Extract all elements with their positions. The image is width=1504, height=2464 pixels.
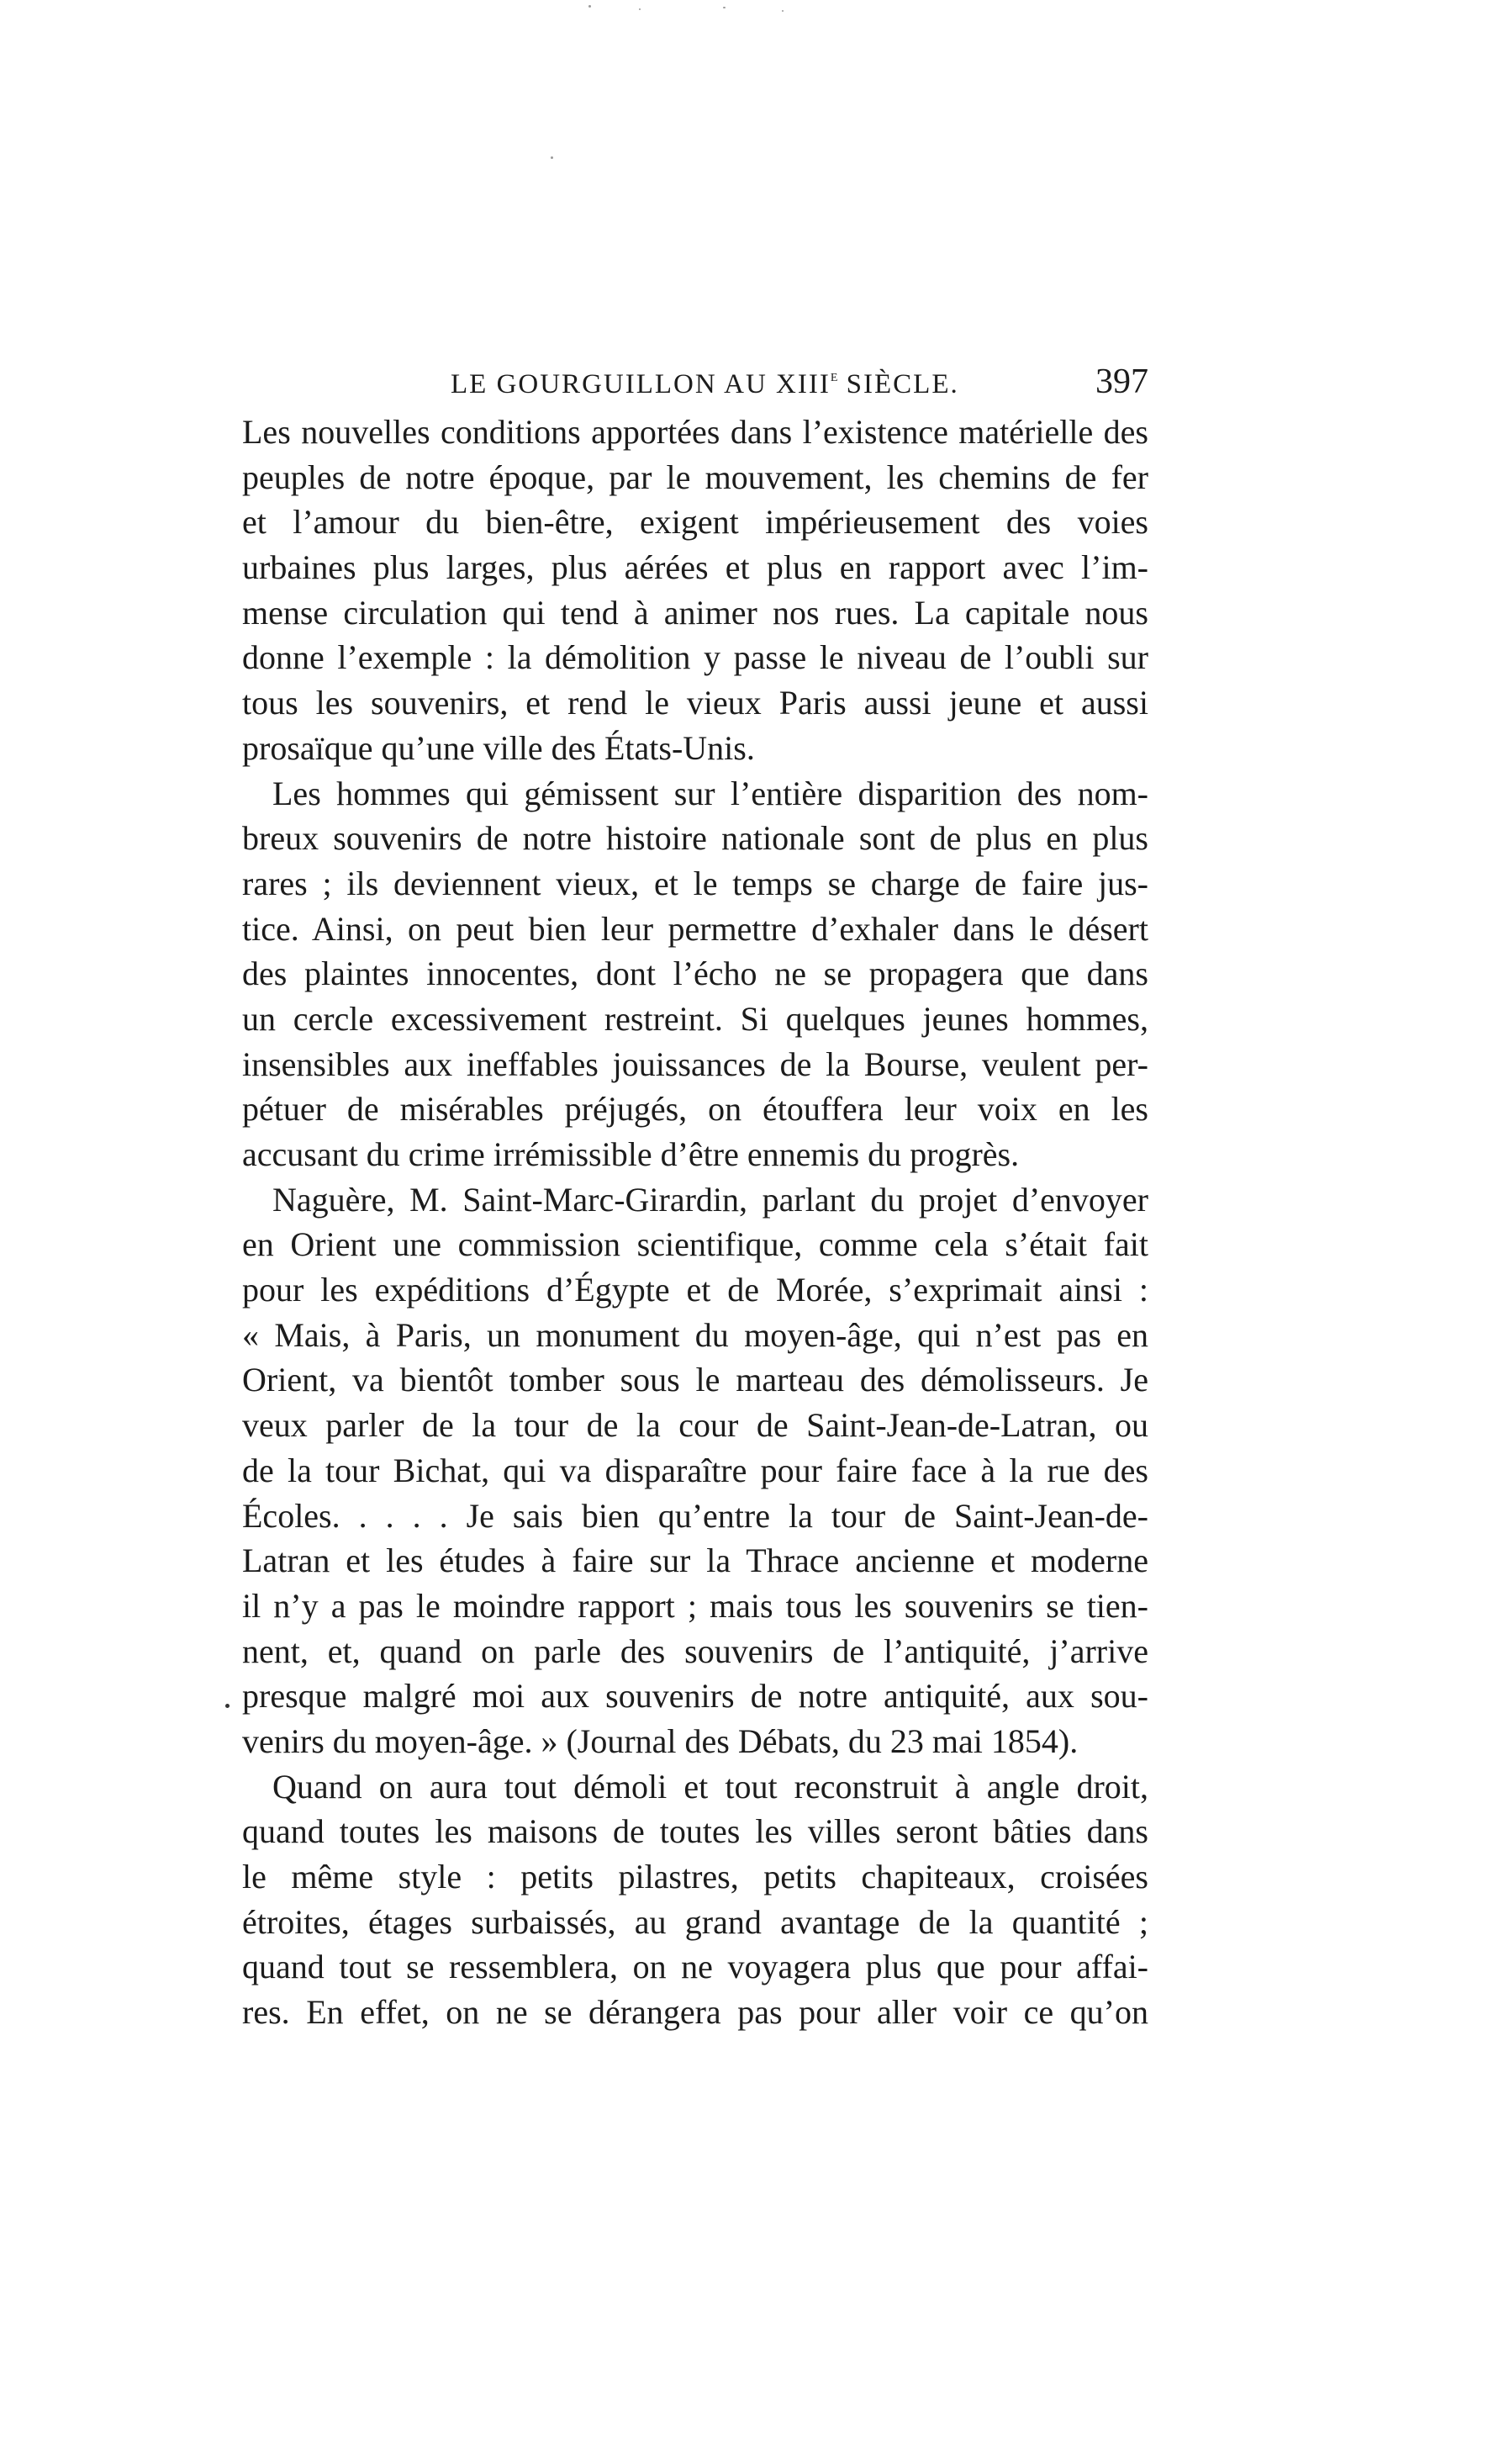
text-line: Écoles. . . . . Je sais bien qu’entre la tour de Saint-Jean-de- <box>242 1496 1148 1535</box>
text-line: Orient, va bientôt tomber sous le marteau des démolisseurs. Je <box>242 1361 1148 1399</box>
text-line: tous les souvenirs, et rend le vieux Paris aussi jeune et aussi <box>242 684 1148 722</box>
running-title <box>451 367 959 400</box>
text-line: tice. Ainsi, on peut bien leur permettre d’exhaler dans le désert <box>242 909 1148 948</box>
text-line: venirs du moyen-âge. » (Journal des Débats, du 23 mai 1854). <box>242 1721 1079 1760</box>
text-line: peuples de notre époque, par le mouvement, les chemins de fer <box>242 457 1148 496</box>
text-line: insensibles aux ineffables jouissances de la Bourse, veulent per- <box>242 1044 1148 1083</box>
text-line: Naguère, M. Saint-Marc-Girardin, parlant du projet d’envoyer <box>272 1180 1148 1219</box>
text-line: quand tout se ressemblera, on ne voyagera plus que pour affai- <box>242 1948 1148 1986</box>
text-line: presque malgré moi aux souvenirs de notre antiquité, aux sou- <box>242 1677 1148 1716</box>
text-line: un cercle excessivement restreint. Si quelques jeunes hommes, <box>242 999 1148 1038</box>
text-line: « Mais, à Paris, un monument du moyen-âge, qui n’est pas en <box>242 1315 1148 1354</box>
text-line: rares ; ils deviennent vieux, et le temps se charge de faire jus- <box>242 864 1148 902</box>
text-line: étroites, étages surbaissés, au grand avantage de la quantité ; <box>242 1902 1148 1941</box>
scan-speck <box>588 5 591 8</box>
text-line: il n’y a pas le moindre rapport ; mais tous les souvenirs se tien- <box>242 1586 1148 1625</box>
text-line: pour les expéditions d’Égypte et de Morée, s’exprimait ainsi : <box>242 1271 1148 1309</box>
running-title-main: LE GOURGUILLON AU XIII <box>451 369 831 399</box>
text-line: Les nouvelles conditions apportées dans l’existence matérielle des <box>242 413 1148 451</box>
text-line: breux souvenirs de notre histoire nationale sont de plus en plus <box>242 819 1148 858</box>
text-line: donne l’exemple : la démolition y passe le niveau de l’oubli sur <box>242 638 1148 677</box>
text-line: et l’amour du bien-être, exigent impérieusement des voies <box>242 503 1148 542</box>
text-line: urbaines plus larges, plus aérées et plus en rapport avec l’im- <box>242 548 1148 587</box>
page-number: 397 <box>1095 362 1148 401</box>
text-line: de la tour Bichat, qui va disparaître pour faire face à la rue des <box>242 1451 1148 1489</box>
text-line: quand toutes les maisons de toutes les villes seront bâties dans <box>242 1812 1148 1851</box>
text-line: veux parler de la tour de la cour de Saint-Jean-de-Latran, ou <box>242 1406 1148 1445</box>
text-line: prosaïque qu’une ville des États-Unis. <box>242 728 755 767</box>
running-title-end: SIÈCLE. <box>837 369 959 399</box>
text-line: le même style : petits pilastres, petits chapiteaux, croisées <box>242 1858 1148 1896</box>
text-line: Latran et les études à faire sur la Thrace ancienne et moderne <box>242 1541 1148 1580</box>
scan-speck <box>639 8 641 10</box>
text-line: en Orient une commission scientifique, comme cela s’était fait <box>242 1225 1148 1264</box>
text-line: Les hommes qui gémissent sur l’entière disparition des nom- <box>272 774 1148 812</box>
text-line: nent, et, quand on parle des souvenirs de l’antiquité, j’arrive <box>242 1631 1148 1670</box>
scan-speck <box>782 10 784 12</box>
text-line: res. En effet, on ne se dérangera pas pour aller voir ce qu’on <box>242 1993 1148 2032</box>
text-line: pétuer de misérables préjugés, on étouffera leur voix en les <box>242 1090 1148 1129</box>
text-line: mense circulation qui tend à animer nos rues. La capitale nous <box>242 593 1148 632</box>
margin-mark <box>225 1704 230 1708</box>
body-text <box>242 410 1148 2035</box>
text-line: des plaintes innocentes, dont l’écho ne se propagera que dans <box>242 954 1148 993</box>
running-title-superscript: e <box>830 367 838 385</box>
scan-speck <box>723 7 726 8</box>
text-line: accusant du crime irrémissible d’être ennemis du progrès. <box>242 1135 1020 1173</box>
scan-speck <box>551 156 553 159</box>
text-line: Quand on aura tout démoli et tout reconstruit à angle droit, <box>272 1767 1148 1806</box>
running-header <box>242 355 1148 405</box>
